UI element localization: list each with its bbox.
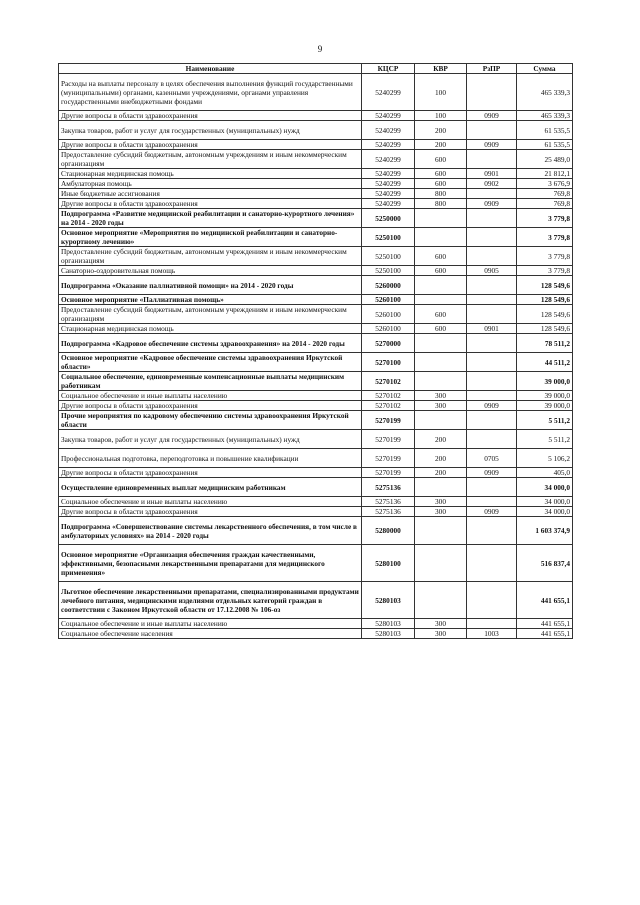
row-rzpr-cell: 0902 — [467, 179, 517, 189]
row-sum-cell: 3 779,8 — [517, 209, 573, 228]
table-row — [59, 391, 573, 401]
row-sum-cell: 1 603 374,9 — [517, 517, 573, 545]
row-name-cell: Основное мероприятие «Организация обеспечения граждан качественными, эффективными, безопасными лекарственными препаратами для медицинского применения» — [59, 545, 362, 582]
row-rzpr-cell — [467, 619, 517, 629]
row-sum-cell: 465 339,3 — [517, 74, 573, 111]
row-rzpr-cell — [467, 334, 517, 353]
table-row — [59, 74, 573, 111]
table-row — [59, 372, 573, 391]
row-kvr-cell: 600 — [415, 179, 467, 189]
table-row — [59, 305, 573, 324]
row-kvr-cell: 600 — [415, 247, 467, 266]
row-sum-cell: 25 489,0 — [517, 150, 573, 169]
row-sum-cell: 61 535,5 — [517, 121, 573, 140]
row-sum-cell: 3 676,9 — [517, 179, 573, 189]
row-kcsr-cell: 5240299 — [362, 199, 415, 209]
row-name-cell: Предоставление субсидий бюджетным, автономным учреждениям и иным некоммерческим организациям — [59, 150, 362, 169]
row-kcsr-cell: 5270199 — [362, 411, 415, 430]
row-name-cell: Социальное обеспечение и иные выплаты населению — [59, 619, 362, 629]
row-name-cell: Подпрограмма «Оказание паллиативной помощи» на 2014 - 2020 годы — [59, 276, 362, 295]
row-sum-cell: 3 779,8 — [517, 228, 573, 247]
table-row — [59, 121, 573, 140]
row-name-cell: Другие вопросы в области здравоохранения — [59, 199, 362, 209]
row-kvr-cell — [415, 372, 467, 391]
row-name-cell: Социальное обеспечение населения — [59, 629, 362, 639]
table-body — [59, 74, 573, 639]
row-sum-cell: 61 535,5 — [517, 140, 573, 150]
row-kcsr-cell: 5260100 — [362, 305, 415, 324]
table-row — [59, 449, 573, 468]
table-row — [59, 517, 573, 545]
table-row — [59, 497, 573, 507]
row-kcsr-cell: 5260100 — [362, 324, 415, 334]
row-kcsr-cell: 5270199 — [362, 430, 415, 449]
row-sum-cell: 34 000,0 — [517, 507, 573, 517]
row-kvr-cell: 200 — [415, 121, 467, 140]
row-kcsr-cell: 5270102 — [362, 401, 415, 411]
row-kvr-cell — [415, 209, 467, 228]
row-kcsr-cell: 5270102 — [362, 391, 415, 401]
table-row — [59, 478, 573, 497]
row-kcsr-cell: 5275136 — [362, 478, 415, 497]
table-row — [59, 582, 573, 619]
row-rzpr-cell: 1003 — [467, 629, 517, 639]
row-kvr-cell: 200 — [415, 140, 467, 150]
row-kvr-cell: 300 — [415, 497, 467, 507]
row-rzpr-cell: 0705 — [467, 449, 517, 468]
row-name-cell: Осуществление единовременных выплат медицинским работникам — [59, 478, 362, 497]
table-row — [59, 507, 573, 517]
row-name-cell: Иные бюджетные ассигнования — [59, 189, 362, 199]
row-sum-cell: 441 655,1 — [517, 619, 573, 629]
row-rzpr-cell — [467, 74, 517, 111]
table-row — [59, 468, 573, 478]
row-rzpr-cell — [467, 411, 517, 430]
row-name-cell: Подпрограмма «Совершенствование системы лекарственного обеспечения, в том числе в амбулаторных условиях» на 2014 - 2020 годы — [59, 517, 362, 545]
row-rzpr-cell — [467, 150, 517, 169]
row-name-cell: Амбулаторная помощь — [59, 179, 362, 189]
row-kvr-cell: 600 — [415, 324, 467, 334]
row-kvr-cell — [415, 582, 467, 619]
table-row — [59, 324, 573, 334]
row-kcsr-cell: 5270000 — [362, 334, 415, 353]
row-rzpr-cell — [467, 276, 517, 295]
row-kvr-cell: 600 — [415, 169, 467, 179]
row-kcsr-cell: 5250100 — [362, 228, 415, 247]
row-name-cell: Закупка товаров, работ и услуг для государственных (муниципальных) нужд — [59, 121, 362, 140]
row-kcsr-cell: 5240299 — [362, 121, 415, 140]
row-sum-cell: 128 549,6 — [517, 305, 573, 324]
row-sum-cell: 39 000,0 — [517, 401, 573, 411]
row-kvr-cell — [415, 295, 467, 305]
table-row — [59, 401, 573, 411]
row-kvr-cell: 200 — [415, 430, 467, 449]
row-sum-cell: 3 779,8 — [517, 247, 573, 266]
row-rzpr-cell: 0901 — [467, 324, 517, 334]
table-row — [59, 353, 573, 372]
row-kcsr-cell: 5280103 — [362, 619, 415, 629]
table-row — [59, 150, 573, 169]
row-rzpr-cell — [467, 430, 517, 449]
row-name-cell: Социальное обеспечение и иные выплаты населению — [59, 497, 362, 507]
row-name-cell: Прочие мероприятия по кадровому обеспечению системы здравоохранения Иркутской области — [59, 411, 362, 430]
row-kvr-cell: 300 — [415, 629, 467, 639]
row-sum-cell: 465 339,3 — [517, 111, 573, 121]
row-kcsr-cell: 5240299 — [362, 74, 415, 111]
row-name-cell: Социальное обеспечение, единовременные компенсационные выплаты медицинским работникам — [59, 372, 362, 391]
table-row — [59, 430, 573, 449]
row-kvr-cell: 600 — [415, 150, 467, 169]
table-row — [59, 179, 573, 189]
row-sum-cell: 5 511,2 — [517, 411, 573, 430]
row-rzpr-cell — [467, 295, 517, 305]
row-name-cell: Расходы на выплаты персоналу в целях обеспечения выполнения функций государственными (муниципальными) органами, казенными учреждениями, органами управления государственными внебюджетными фондами — [59, 74, 362, 111]
row-name-cell: Санаторно-оздоровительная помощь — [59, 266, 362, 276]
table-row — [59, 619, 573, 629]
row-name-cell: Социальное обеспечение и иные выплаты населению — [59, 391, 362, 401]
row-kcsr-cell: 5280100 — [362, 545, 415, 582]
row-sum-cell: 34 000,0 — [517, 497, 573, 507]
table-row — [59, 247, 573, 266]
header-rzpr: РзПР — [467, 64, 517, 74]
row-sum-cell: 769,8 — [517, 199, 573, 209]
row-kcsr-cell: 5270102 — [362, 372, 415, 391]
row-rzpr-cell — [467, 497, 517, 507]
row-name-cell: Стационарная медицинская помощь — [59, 169, 362, 179]
row-name-cell: Другие вопросы в области здравоохранения — [59, 140, 362, 150]
row-rzpr-cell: 0909 — [467, 468, 517, 478]
table-row — [59, 140, 573, 150]
row-rzpr-cell — [467, 121, 517, 140]
row-kcsr-cell: 5275136 — [362, 507, 415, 517]
row-sum-cell: 34 000,0 — [517, 478, 573, 497]
table-row — [59, 411, 573, 430]
row-kcsr-cell: 5270199 — [362, 468, 415, 478]
row-sum-cell: 44 511,2 — [517, 353, 573, 372]
row-rzpr-cell — [467, 391, 517, 401]
row-rzpr-cell: 0909 — [467, 111, 517, 121]
header-kvr: КВР — [415, 64, 467, 74]
row-kcsr-cell: 5240299 — [362, 169, 415, 179]
row-rzpr-cell — [467, 247, 517, 266]
row-sum-cell: 128 549,6 — [517, 295, 573, 305]
row-kvr-cell — [415, 517, 467, 545]
table-row — [59, 266, 573, 276]
row-kvr-cell: 100 — [415, 74, 467, 111]
row-rzpr-cell: 0909 — [467, 507, 517, 517]
row-rzpr-cell — [467, 372, 517, 391]
header-name: Наименование — [59, 64, 362, 74]
row-rzpr-cell: 0905 — [467, 266, 517, 276]
row-sum-cell: 39 000,0 — [517, 391, 573, 401]
row-kcsr-cell: 5275136 — [362, 497, 415, 507]
row-kvr-cell: 300 — [415, 507, 467, 517]
row-kvr-cell: 200 — [415, 449, 467, 468]
row-kvr-cell — [415, 276, 467, 295]
row-kcsr-cell: 5260000 — [362, 276, 415, 295]
row-kcsr-cell: 5250000 — [362, 209, 415, 228]
row-rzpr-cell — [467, 517, 517, 545]
row-kcsr-cell: 5250100 — [362, 247, 415, 266]
row-rzpr-cell: 0909 — [467, 140, 517, 150]
row-name-cell: Подпрограмма «Развитие медицинской реабилитации и санаторно-курортного лечения» на 2014 - 2020 годы — [59, 209, 362, 228]
row-kvr-cell: 300 — [415, 619, 467, 629]
row-sum-cell: 21 812,1 — [517, 169, 573, 179]
row-kvr-cell — [415, 228, 467, 247]
table-row — [59, 629, 573, 639]
row-name-cell: Основное мероприятие «Паллиативная помощь» — [59, 295, 362, 305]
table-row — [59, 169, 573, 179]
table-row — [59, 189, 573, 199]
row-kvr-cell: 600 — [415, 305, 467, 324]
row-kvr-cell — [415, 545, 467, 582]
header-sum: Сумма — [517, 64, 573, 74]
row-sum-cell: 769,8 — [517, 189, 573, 199]
row-name-cell: Другие вопросы в области здравоохранения — [59, 468, 362, 478]
row-kvr-cell — [415, 411, 467, 430]
table-row — [59, 228, 573, 247]
row-kvr-cell: 800 — [415, 189, 467, 199]
row-sum-cell: 5 511,2 — [517, 430, 573, 449]
table-row — [59, 111, 573, 121]
row-sum-cell: 39 000,0 — [517, 372, 573, 391]
table-header-row — [59, 64, 573, 74]
row-name-cell: Подпрограмма «Кадровое обеспечение системы здравоохранения» на 2014 - 2020 годы — [59, 334, 362, 353]
row-sum-cell: 128 549,6 — [517, 324, 573, 334]
row-sum-cell: 128 549,6 — [517, 276, 573, 295]
row-name-cell: Предоставление субсидий бюджетным, автономным учреждениям и иным некоммерческим организациям — [59, 305, 362, 324]
row-rzpr-cell: 0909 — [467, 401, 517, 411]
row-sum-cell: 405,0 — [517, 468, 573, 478]
row-name-cell: Предоставление субсидий бюджетным, автономным учреждениям и иным некоммерческим организациям — [59, 247, 362, 266]
row-rzpr-cell — [467, 478, 517, 497]
table-row — [59, 334, 573, 353]
row-rzpr-cell — [467, 209, 517, 228]
budget-table — [58, 63, 573, 639]
row-sum-cell: 5 106,2 — [517, 449, 573, 468]
row-kvr-cell — [415, 334, 467, 353]
row-kvr-cell: 200 — [415, 468, 467, 478]
row-kcsr-cell: 5280000 — [362, 517, 415, 545]
row-rzpr-cell — [467, 353, 517, 372]
header-kcsr: КЦСР — [362, 64, 415, 74]
row-name-cell: Основное мероприятие «Кадровое обеспечение системы здравоохранения Иркутской области» — [59, 353, 362, 372]
row-kcsr-cell: 5240299 — [362, 111, 415, 121]
row-name-cell: Другие вопросы в области здравоохранения — [59, 111, 362, 121]
row-rzpr-cell — [467, 305, 517, 324]
row-kcsr-cell: 5240299 — [362, 140, 415, 150]
row-name-cell: Льготное обеспечение лекарственными препаратами, специализированными продуктами лечебного питания, медицинскими изделиями отдельных категорий граждан в соответствии с Законом Иркутской области от 17.12.2008 № 106-оз — [59, 582, 362, 619]
page-number: 9 — [317, 44, 323, 54]
row-sum-cell: 78 511,2 — [517, 334, 573, 353]
row-name-cell: Стационарная медицинская помощь — [59, 324, 362, 334]
row-kcsr-cell: 5280103 — [362, 629, 415, 639]
table-row — [59, 545, 573, 582]
row-rzpr-cell: 0901 — [467, 169, 517, 179]
row-sum-cell: 441 655,1 — [517, 629, 573, 639]
row-name-cell: Закупка товаров, работ и услуг для государственных (муниципальных) нужд — [59, 430, 362, 449]
row-sum-cell: 441 655,1 — [517, 582, 573, 619]
row-kvr-cell: 300 — [415, 391, 467, 401]
row-sum-cell: 516 837,4 — [517, 545, 573, 582]
row-kvr-cell: 800 — [415, 199, 467, 209]
row-kcsr-cell: 5270100 — [362, 353, 415, 372]
table-row — [59, 276, 573, 295]
row-kvr-cell — [415, 353, 467, 372]
row-name-cell: Другие вопросы в области здравоохранения — [59, 401, 362, 411]
row-kcsr-cell: 5240299 — [362, 189, 415, 199]
row-kcsr-cell: 5260100 — [362, 295, 415, 305]
row-kvr-cell: 100 — [415, 111, 467, 121]
row-sum-cell: 3 779,8 — [517, 266, 573, 276]
row-kvr-cell: 600 — [415, 266, 467, 276]
row-kvr-cell: 300 — [415, 401, 467, 411]
row-rzpr-cell: 0909 — [467, 199, 517, 209]
row-rzpr-cell — [467, 545, 517, 582]
table-row — [59, 209, 573, 228]
row-kcsr-cell: 5250100 — [362, 266, 415, 276]
row-kcsr-cell: 5280103 — [362, 582, 415, 619]
row-kcsr-cell: 5270199 — [362, 449, 415, 468]
row-name-cell: Профессиональная подготовка, переподготовка и повышение квалификации — [59, 449, 362, 468]
row-name-cell: Другие вопросы в области здравоохранения — [59, 507, 362, 517]
row-name-cell: Основное мероприятие «Мероприятия по медицинской реабилитации и санаторно-курортному лечению» — [59, 228, 362, 247]
row-kvr-cell — [415, 478, 467, 497]
table-row — [59, 199, 573, 209]
row-kcsr-cell: 5240299 — [362, 150, 415, 169]
row-rzpr-cell — [467, 189, 517, 199]
row-rzpr-cell — [467, 228, 517, 247]
row-rzpr-cell — [467, 582, 517, 619]
row-kcsr-cell: 5240299 — [362, 179, 415, 189]
table-row — [59, 295, 573, 305]
